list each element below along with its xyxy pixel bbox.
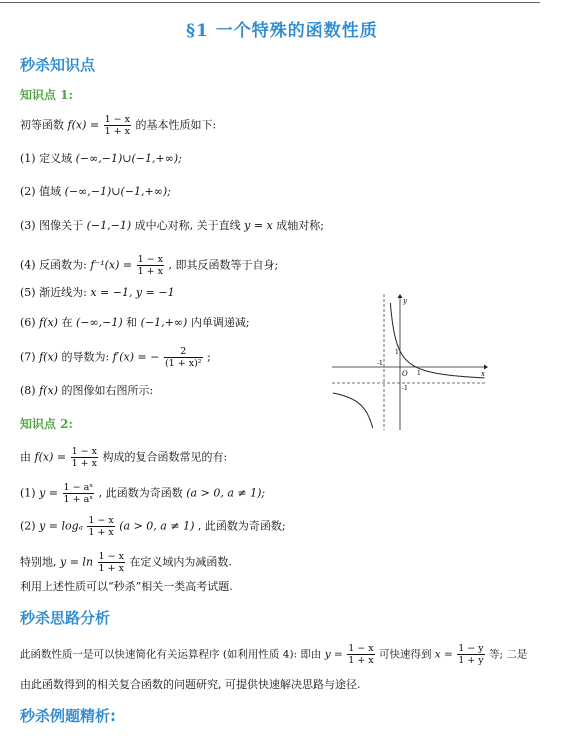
item-label: (8) [20, 384, 36, 397]
header-rule [0, 2, 540, 3]
item-math: (a > 0, a ≠ 1) [119, 519, 195, 533]
y-tick-neg1: -1 [402, 385, 408, 392]
function-graph [332, 294, 488, 430]
item-label: (4) [20, 258, 36, 272]
analysis-math: x = [434, 648, 453, 661]
fraction-denominator: (1 + x)² [164, 358, 202, 369]
composite-item-2 [20, 515, 286, 538]
composite-fraction [71, 446, 98, 469]
item-math: (−1,−1) [86, 219, 132, 232]
item-math: f′(x) = − [112, 350, 160, 364]
analysis-fraction-2 [457, 643, 484, 666]
property-item-7 [20, 346, 211, 369]
item-label: (7) [20, 350, 36, 364]
item-math: y = logₐ [39, 519, 83, 533]
special-fraction [98, 551, 125, 574]
analysis-text: 可快速得到 [378, 648, 432, 661]
item-math: f⁻¹(x) = [90, 258, 133, 272]
page-title: §1 一个特殊的函数性质 [186, 21, 378, 41]
item-text: 和 [126, 316, 138, 329]
special-suffix: 在定义域内为减函数. [129, 555, 232, 569]
property-item-5 [20, 286, 175, 300]
item-math: y = x [244, 219, 273, 232]
fraction-numerator: 1 − x [98, 551, 124, 562]
composite-item-1 [20, 482, 265, 505]
item-math: (−1,+∞) [140, 316, 188, 329]
item-text: 成中心对称, 关于直线 [134, 219, 241, 232]
item-fraction [87, 515, 114, 538]
item-text: 在 [61, 316, 73, 329]
section-heading-examples: 秒杀例题精析: [20, 707, 116, 725]
property-item-2 [20, 185, 171, 199]
curve-left-branch [333, 393, 373, 428]
item-math: y = [39, 486, 59, 500]
item-text: 渐近线为: [39, 286, 87, 299]
analysis-line-2: 由此函数得到的相关复合函数的问题研究, 可提供快速解决思路与途径. [20, 678, 361, 691]
y-axis-arrow [398, 294, 403, 298]
item-text: 定义域 [39, 152, 73, 165]
fraction-numerator: 1 − x [71, 446, 97, 457]
x-tick-1: 1 [417, 370, 421, 377]
usage-line: 利用上述性质可以“秒杀”相关一类高考试题. [20, 580, 233, 593]
fraction-denominator: 1 + x [137, 266, 164, 277]
section-heading-knowledge: 秒杀知识点 [20, 56, 96, 74]
item-text: 的图像如右图所示: [61, 384, 154, 397]
analysis-text: 等; 二是 [488, 648, 528, 661]
fraction-numerator: 1 − x [348, 643, 374, 654]
intro-line [20, 114, 216, 137]
item-text: 值域 [39, 185, 62, 198]
section-heading-analysis: 秒杀思路分析 [20, 609, 111, 627]
fraction-denominator: 1 + x [348, 655, 374, 666]
origin-label: O [402, 370, 408, 378]
intro-fraction [104, 114, 131, 137]
x-axis-label: x [481, 370, 485, 378]
item-text: 成轴对称; [276, 219, 324, 232]
property-item-8 [20, 384, 153, 398]
y-axis-label: y [403, 297, 407, 305]
item-math: (−∞,−1) [75, 316, 123, 329]
item-label: (1) [20, 486, 36, 500]
y-tick-1: 1 [395, 349, 399, 356]
analysis-math: y = [324, 648, 343, 661]
item-fraction [164, 346, 203, 369]
fraction-denominator: 1 + y [458, 655, 484, 666]
item-label: (3) [20, 219, 36, 232]
analysis-text: 此函数性质一是可以快速简化有关运算程序 (如利用性质 4): 即由 [20, 648, 322, 661]
fraction-denominator: 1 + x [71, 458, 97, 469]
composite-suffix: 构成的复合函数常见的有: [102, 450, 228, 464]
fraction-numerator: 1 − x [137, 254, 164, 265]
item-text: ; [207, 350, 211, 364]
x-axis-arrow [484, 365, 488, 370]
fraction-numerator: 2 [164, 346, 203, 358]
item-math: (a > 0, a ≠ 1); [186, 486, 266, 500]
intro-suffix: 的基本性质如下: [135, 118, 217, 132]
property-item-4 [20, 254, 278, 277]
fraction-denominator: 1 + aˣ [63, 494, 94, 505]
item-label: (1) [20, 152, 36, 165]
item-text: 的导数为: [61, 350, 110, 364]
item-text: , 此函数为奇函数; [197, 519, 286, 533]
item-text: 反函数为: [39, 258, 87, 272]
composite-function: f(x) = [34, 450, 67, 464]
item-math: x = −1, y = −1 [90, 286, 175, 299]
item-math: (−∞,−1)∪(−1,+∞); [75, 152, 182, 165]
fraction-denominator: 1 + x [88, 527, 114, 538]
composite-prefix: 由 [20, 450, 31, 464]
property-item-1 [20, 152, 182, 166]
special-math: y = ln [60, 555, 94, 569]
item-label: (2) [20, 185, 36, 198]
item-math: (−∞,−1)∪(−1,+∞); [64, 185, 171, 198]
x-tick-neg1: -1 [377, 360, 383, 367]
knowledge-point-2-heading: 知识点 2: [20, 417, 73, 431]
fraction-numerator: 1 − x [88, 515, 114, 526]
fraction-numerator: 1 − x [104, 114, 130, 125]
item-math: f(x) [39, 350, 58, 364]
property-item-6 [20, 316, 250, 330]
intro-prefix: 初等函数 [20, 118, 64, 132]
analysis-fraction-1 [347, 643, 374, 666]
item-label: (2) [20, 519, 36, 533]
item-label: (5) [20, 286, 36, 299]
fraction-denominator: 1 + x [98, 563, 124, 574]
item-label: (6) [20, 316, 36, 329]
fraction-numerator: 1 − y [458, 643, 484, 654]
fraction-numerator: 1 − aˣ [63, 482, 94, 493]
item-fraction [63, 482, 95, 505]
fraction-denominator: 1 + x [104, 126, 130, 137]
item-text: , 此函数为奇函数 [98, 486, 183, 500]
item-text: 图像关于 [39, 219, 84, 232]
composite-intro-line [20, 446, 227, 469]
special-prefix: 特别地, [20, 555, 57, 569]
item-text: 内单调递减; [190, 316, 250, 329]
item-fraction [137, 254, 164, 277]
item-text: , 即其反函数等于自身; [168, 258, 279, 272]
item-math: f(x) [39, 384, 58, 397]
analysis-line-1 [20, 643, 527, 666]
intro-function: f(x) = [67, 118, 100, 132]
item-math: f(x) [39, 316, 58, 329]
property-item-3 [20, 219, 324, 233]
special-case-line [20, 551, 232, 574]
knowledge-point-1-heading: 知识点 1: [20, 88, 73, 102]
